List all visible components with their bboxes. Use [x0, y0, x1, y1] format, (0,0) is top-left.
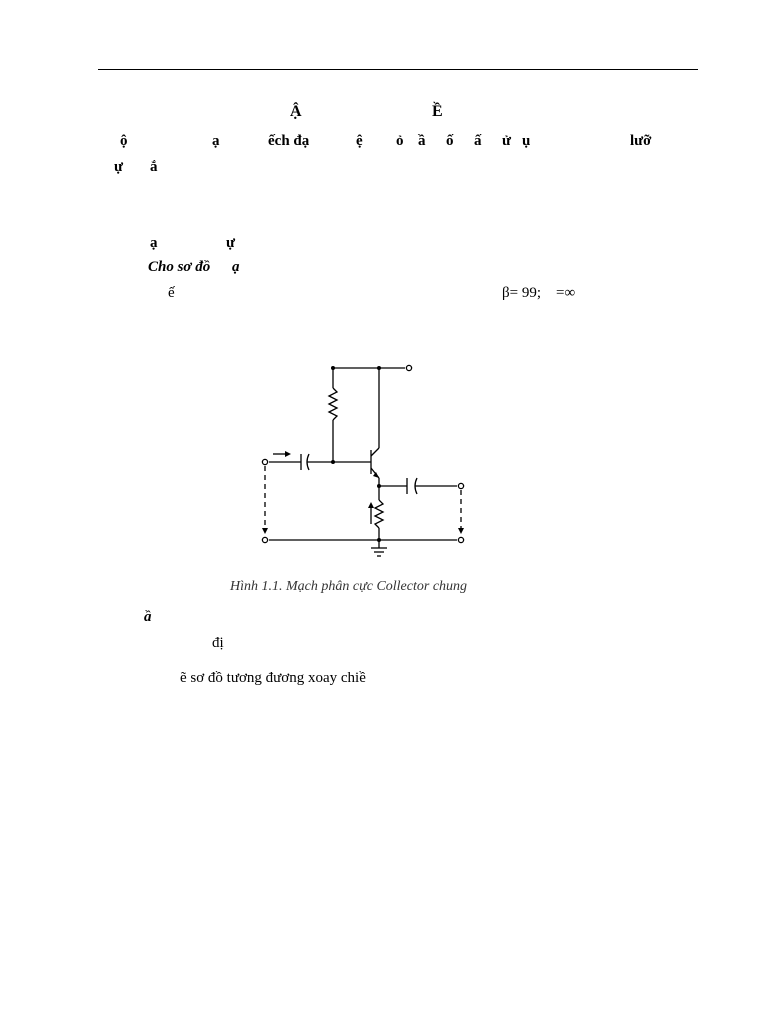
- intro-frag-8: ấ: [474, 133, 482, 149]
- question-2: ẽ sơ đồ tương đương xoay chiề: [180, 670, 366, 686]
- intro-frag-5: ỏ: [396, 133, 404, 149]
- intro-frag-2: ạ: [212, 133, 220, 149]
- title-fragment-right: Ề: [432, 103, 443, 120]
- given-suffix: ạ: [232, 259, 240, 275]
- circuit-diagram: [255, 360, 485, 570]
- intro-frag-11: lưỡ: [630, 133, 652, 149]
- param-fragment: ế: [168, 285, 175, 301]
- questions-header: ầ: [144, 609, 152, 625]
- question-1: đị: [212, 635, 224, 651]
- title-fragment-left: Ậ: [290, 103, 302, 120]
- exercise-label-b: ự: [226, 235, 236, 251]
- intro-frag-10: ụ: [522, 133, 531, 149]
- intro-frag-6: ầ: [418, 133, 426, 149]
- intro-frag-1: ộ: [120, 133, 128, 149]
- params-text: β= 99; =∞: [502, 285, 576, 301]
- intro-frag-4: ệ: [356, 133, 363, 149]
- exercise-label-a: ạ: [150, 235, 158, 251]
- intro-frag-3: ếch đạ: [268, 133, 310, 149]
- header-rule: [98, 69, 698, 70]
- intro2-frag-1: ự: [114, 159, 124, 175]
- intro-frag-9: ử: [502, 133, 512, 149]
- intro-frag-7: ố: [446, 133, 454, 149]
- figure-caption: Hình 1.1. Mạch phân cực Collector chung: [230, 579, 468, 594]
- intro2-frag-2: ắ: [150, 159, 158, 175]
- given-prefix: Cho sơ đồ: [148, 259, 211, 275]
